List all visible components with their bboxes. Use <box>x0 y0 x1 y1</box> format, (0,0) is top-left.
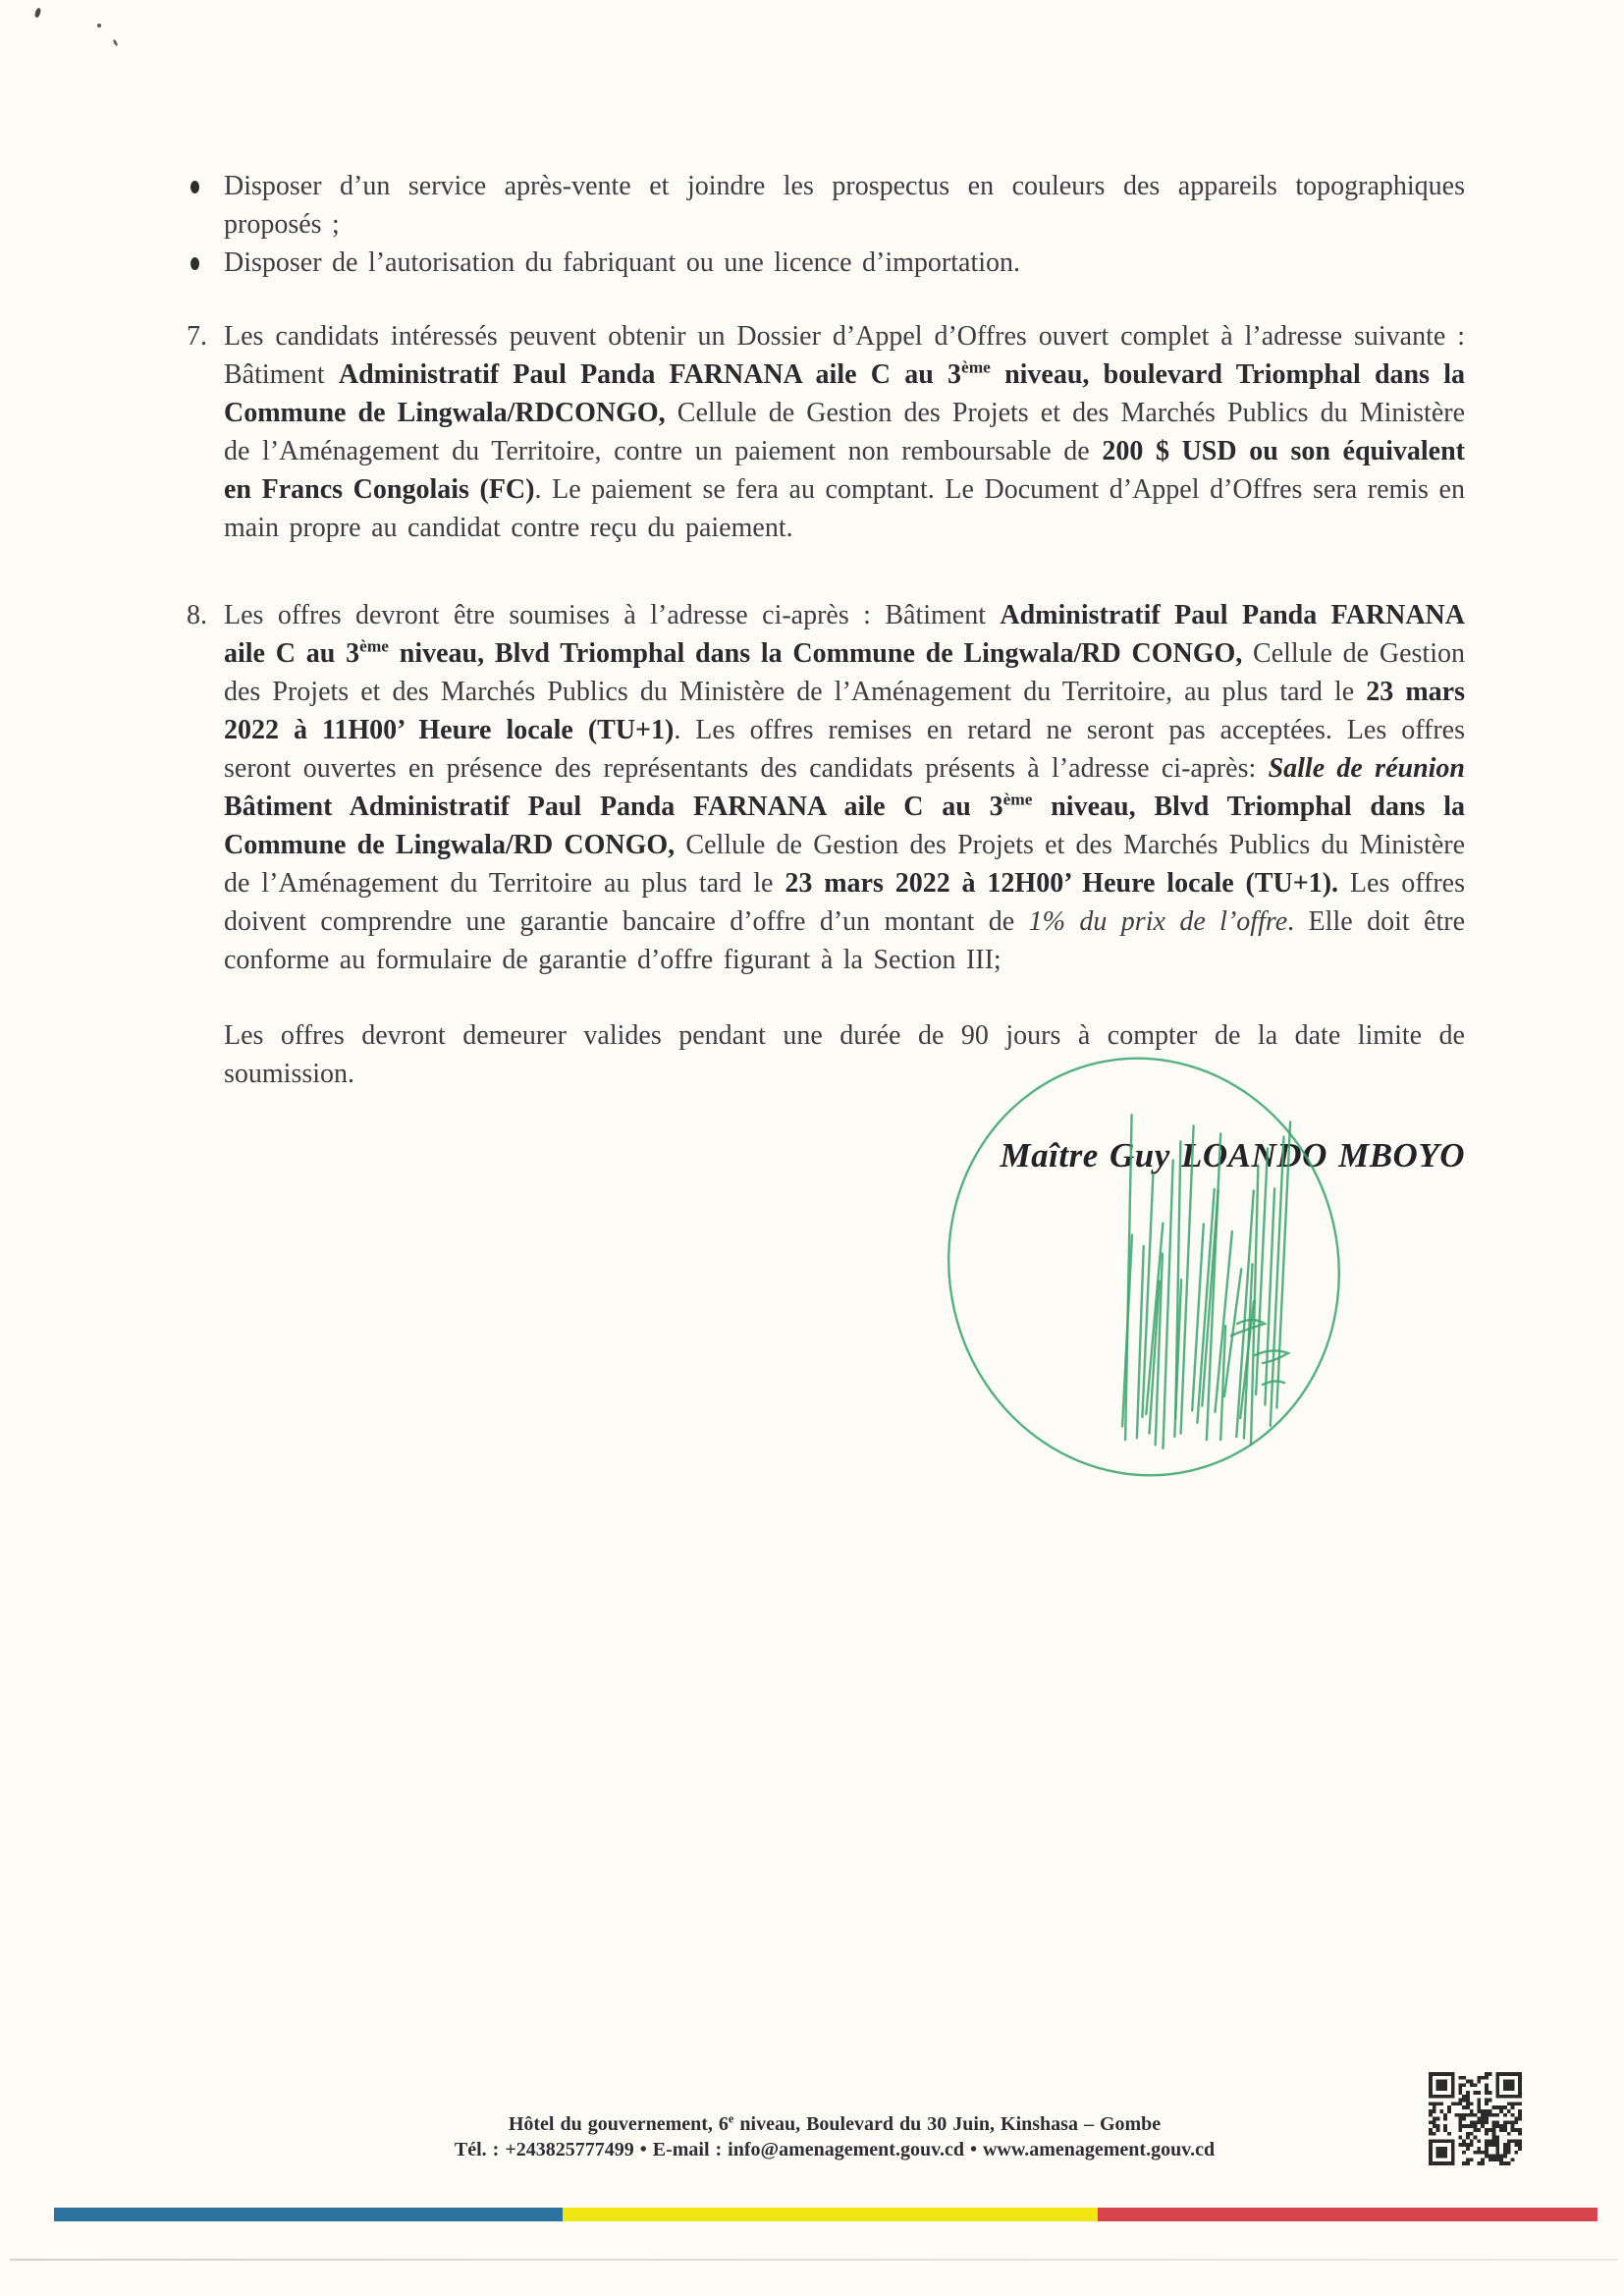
scan-edge-shadow <box>10 2259 1618 2261</box>
flag-bar-blue <box>54 2208 563 2221</box>
footer-contact: Tél. : +243825777499 • E-mail : info@amenagement.gouv.cd • www.amenagement.gouv.cd <box>454 2139 1216 2160</box>
paragraph-text: Les candidats intéressés peuvent obtenir un Dossier d’Appel d’Offres ouvert complet à l’adresse suivante : Bâtiment Administratif Paul Panda FARNANA aile C au 3ème niveau, boulevard Triomphal dans la Commune de Lingwala/RDCONGO, Cellule de Gestion des Projets et des Marchés Publics du Ministère de l’Aménagement du Territoire, contre un paiement non remboursable de 200 $ USD ou son équivalent en Francs Congolais (FC). Le paiement se fera au comptant. Le Document d’Appel d’Offres sera remis en main propre au candidat contre reçu du paiement. <box>224 321 1466 543</box>
paragraph-text: Les offres devront demeurer valides pendant une durée de 90 jours à compter de la date limite de soumission. <box>224 1020 1465 1089</box>
qr-code <box>1429 2072 1522 2165</box>
scan-speck <box>34 7 42 18</box>
flag-color-bar <box>54 2208 1597 2221</box>
bullet-item-2 <box>187 244 1465 282</box>
list-number: 8. <box>187 600 207 630</box>
bullet-icon <box>190 257 199 270</box>
document-body <box>187 167 1465 1175</box>
bullet-text: Disposer de l’autorisation du fabriquant ou une licence d’importation. <box>224 247 1021 278</box>
scan-speck <box>113 39 119 47</box>
bullet-item-1 <box>187 167 1465 244</box>
list-number: 7. <box>187 321 207 352</box>
closing-paragraph <box>187 1016 1465 1093</box>
signatory-name: Maître Guy LOANDO MBOYO <box>1000 1136 1465 1175</box>
paragraph-text: Les offres devront être soumises à l’adresse ci-après : Bâtiment Administratif Paul Panda FARNANA aile C au 3ème niveau, Blvd Triomphal dans la Commune de Lingwala/RD CONGO, Cellule de Gestion des Projets et des Marchés Publics du Ministère de l’Aménagement du Territoire, au plus tard le 23 mars 2022 à 11H00’ Heure locale (TU+1). Les offres remises en retard ne seront pas acceptées. Les offres seront ouvertes en présence des représentants des candidats présents à l’adresse ci-après: Salle de réunion Bâtiment Administratif Paul Panda FARNANA aile C au 3ème niveau, Blvd Triomphal dans la Commune de Lingwala/RD CONGO, Cellule de Gestion des Projets et des Marchés Publics du Ministère de l’Aménagement du Territoire au plus tard le 23 mars 2022 à 12H00’ Heure locale (TU+1). Les offres doivent comprendre une garantie bancaire d’offre d’un montant de 1% du prix de l’offre. Elle doit être conforme au formulaire de garantie d’offre figurant à la Section III; <box>224 600 1466 975</box>
bullet-icon <box>190 181 199 193</box>
flag-bar-yellow <box>563 2208 1098 2221</box>
letterhead-footer <box>45 2111 1624 2162</box>
numbered-paragraph-7 <box>187 317 1465 547</box>
flag-bar-red <box>1098 2208 1597 2221</box>
footer-address: Hôtel du gouvernement, 6e niveau, Boulevard du 30 Juin, Kinshasa – Gombe <box>508 2111 1162 2135</box>
numbered-paragraph-8 <box>187 596 1465 979</box>
scan-speck <box>97 24 101 27</box>
bullet-text: Disposer d’un service après-vente et joindre les prospectus en couleurs des appareils topographiques proposés ; <box>224 171 1465 240</box>
